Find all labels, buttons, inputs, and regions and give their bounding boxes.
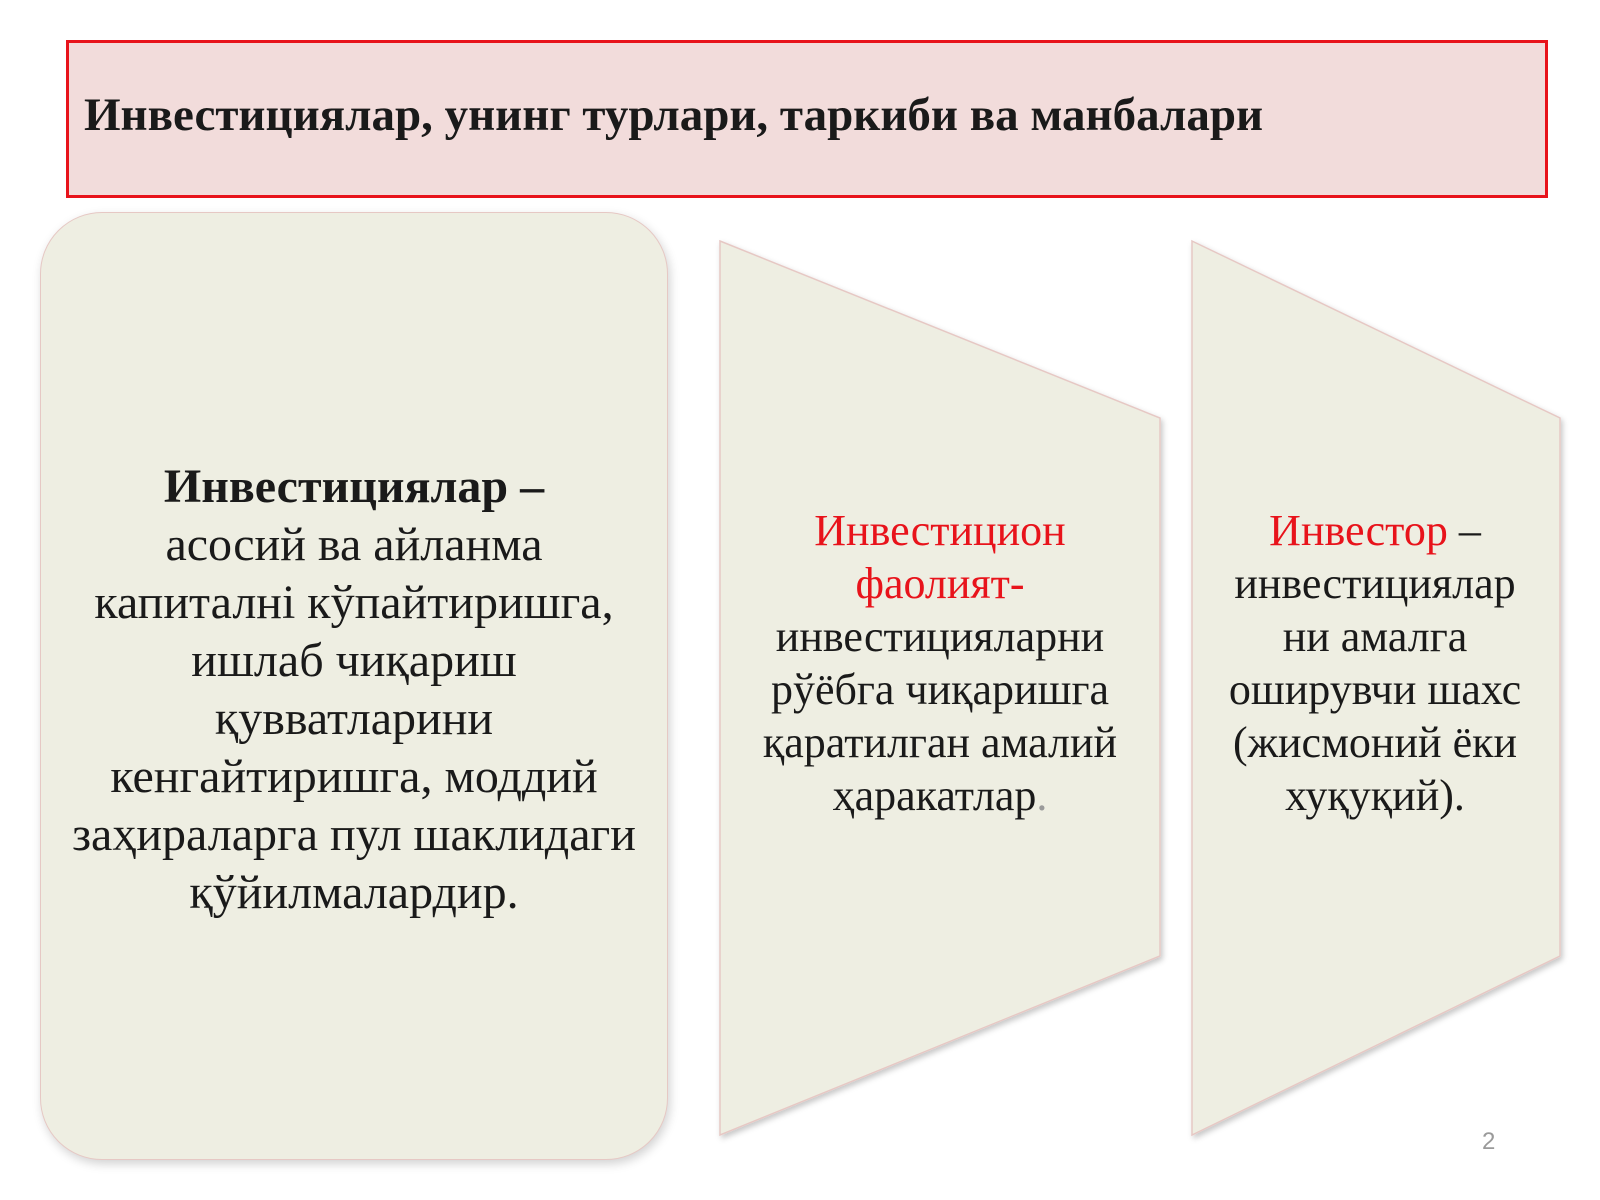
term-investment-activity: Инвестицион фаолият- — [814, 506, 1066, 608]
slide-title: Инвестициялар, унинг турлари, таркиби ва манбалари — [84, 89, 1264, 141]
definition-investor: – инвестициялар ни амалга оширувчи шахс (жисмоний ёки хуқуқий). — [1228, 506, 1522, 820]
definition-end-mark: . — [1036, 771, 1048, 820]
definition-card-investor-text — [1208, 504, 1542, 822]
page-number: 2 — [1482, 1128, 1496, 1155]
definition-investments: асосий ва айланма капиталнi кўпайтиришга, ишлаб чиқариш қувватларини кенгайтиришга, моддий заҳираларга пул шаклидаги қўйилмалардир. — [72, 518, 636, 919]
term-investor: Инвестор — [1269, 506, 1448, 555]
term-investments: Инвестициялар – — [163, 460, 545, 513]
definition-card-activity-text — [738, 504, 1142, 822]
definition-investment-activity: инвестицияларни рўёбга чиқаришга қаратилган амалий ҳаракатлар — [762, 612, 1118, 820]
